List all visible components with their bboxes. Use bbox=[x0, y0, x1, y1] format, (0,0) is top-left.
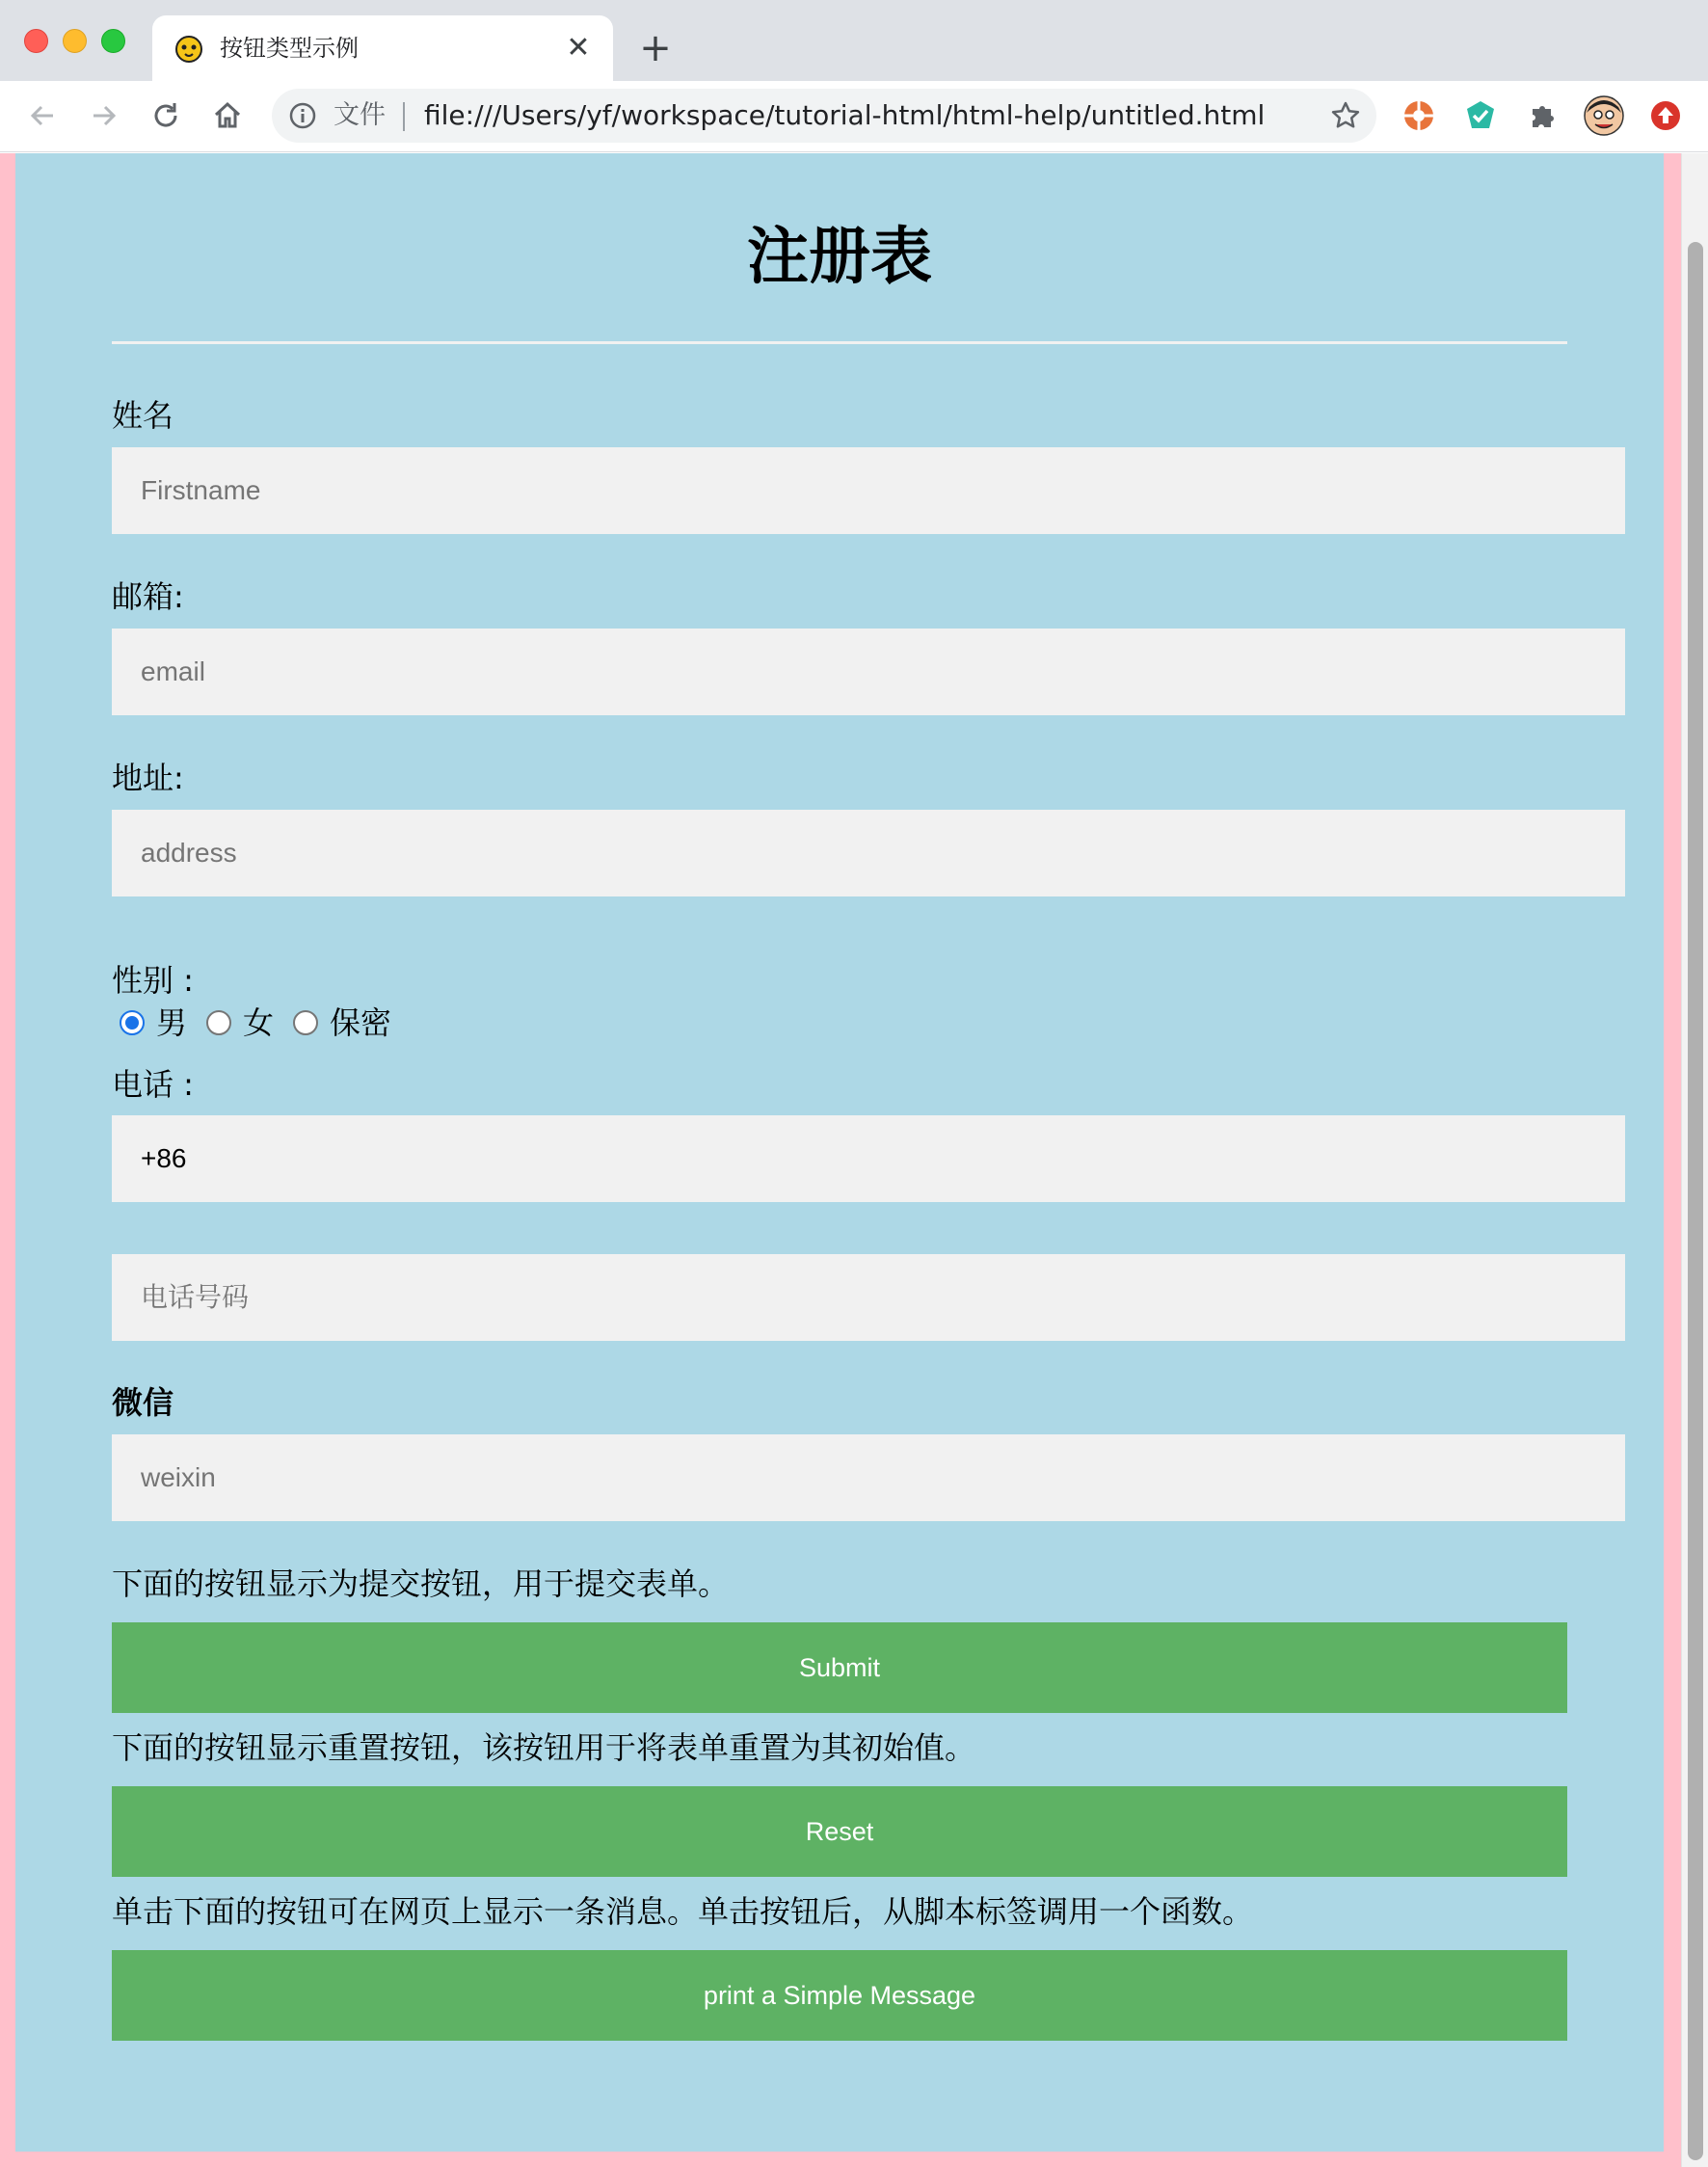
zoom-window-button[interactable] bbox=[101, 29, 125, 53]
phone-number-input[interactable] bbox=[112, 1254, 1625, 1341]
address-separator bbox=[403, 102, 405, 131]
email-label: 邮箱: bbox=[112, 578, 184, 615]
home-button[interactable] bbox=[206, 94, 249, 137]
page-title: 注册表 bbox=[747, 222, 932, 293]
tab-close-icon[interactable]: ✕ bbox=[566, 31, 591, 65]
extension-upload-icon[interactable] bbox=[1644, 94, 1687, 137]
address-bar[interactable] bbox=[272, 89, 1376, 143]
bookmark-star-icon[interactable] bbox=[1330, 100, 1361, 131]
tab-title: 按钮类型示例 bbox=[220, 35, 359, 62]
email-input[interactable] bbox=[112, 629, 1625, 715]
gender-radio-female[interactable] bbox=[206, 1010, 231, 1035]
wechat-input[interactable] bbox=[112, 1434, 1625, 1521]
reload-button[interactable] bbox=[145, 94, 187, 137]
extension-lifebuoy-icon[interactable] bbox=[1398, 94, 1440, 137]
minimize-window-button[interactable] bbox=[63, 29, 87, 53]
address-label: 地址: bbox=[112, 760, 184, 796]
browser-tab[interactable] bbox=[152, 15, 613, 81]
address-scheme-label: 文件 bbox=[334, 100, 386, 130]
gender-radio-male[interactable] bbox=[120, 1010, 145, 1035]
phone-country-code-input[interactable] bbox=[112, 1115, 1625, 1202]
name-label: 姓名 bbox=[112, 397, 174, 434]
registration-form bbox=[15, 153, 1664, 2152]
tab-bar bbox=[0, 0, 1708, 81]
address-url[interactable]: file:///Users/yf/workspace/tutorial-html/html-help/untitled.html bbox=[424, 99, 1266, 131]
page-viewport bbox=[0, 153, 1708, 2167]
phone-label: 电话 : bbox=[112, 1066, 194, 1103]
arrow-left-icon bbox=[28, 101, 57, 130]
firstname-input[interactable] bbox=[112, 447, 1625, 534]
gender-label: 性别 : bbox=[112, 962, 194, 999]
wechat-label: 微信 bbox=[112, 1384, 174, 1421]
gender-option-label: 女 bbox=[243, 1004, 275, 1041]
close-window-button[interactable] bbox=[24, 29, 48, 53]
title-divider bbox=[112, 341, 1567, 344]
chick-favicon-icon bbox=[173, 33, 204, 64]
reset-description: 下面的按钮显示重置按钮，该按钮用于将表单重置为其初始值。 bbox=[112, 1729, 976, 1766]
gender-option-label: 男 bbox=[156, 1004, 188, 1041]
new-tab-button[interactable]: + bbox=[639, 26, 672, 70]
back-button[interactable] bbox=[21, 94, 64, 137]
forward-button[interactable] bbox=[83, 94, 125, 137]
message-description: 单击下面的按钮可在网页上显示一条消息。单击按钮后，从脚本标签调用一个函数。 bbox=[112, 1893, 1254, 1930]
browser-toolbar bbox=[0, 81, 1708, 152]
reset-button[interactable]: Reset bbox=[112, 1786, 1567, 1877]
address-input[interactable] bbox=[112, 810, 1625, 896]
extensions-puzzle-icon[interactable] bbox=[1521, 94, 1563, 137]
info-icon[interactable] bbox=[289, 102, 316, 129]
submit-description: 下面的按钮显示为提交按钮，用于提交表单。 bbox=[112, 1565, 730, 1602]
reload-icon bbox=[150, 100, 181, 131]
arrow-right-icon bbox=[90, 101, 119, 130]
gender-radio-group bbox=[120, 1002, 411, 1044]
gender-radio-secret[interactable] bbox=[293, 1010, 318, 1035]
vertical-scrollbar[interactable] bbox=[1681, 153, 1708, 2167]
profile-avatar[interactable] bbox=[1583, 94, 1625, 137]
submit-button[interactable]: Submit bbox=[112, 1622, 1567, 1713]
extension-shield-check-icon[interactable] bbox=[1459, 94, 1502, 137]
gender-option-label: 保密 bbox=[330, 1004, 392, 1041]
scrollbar-thumb[interactable] bbox=[1688, 242, 1703, 2160]
print-message-button[interactable]: print a Simple Message bbox=[112, 1950, 1567, 2041]
home-icon bbox=[212, 100, 243, 131]
